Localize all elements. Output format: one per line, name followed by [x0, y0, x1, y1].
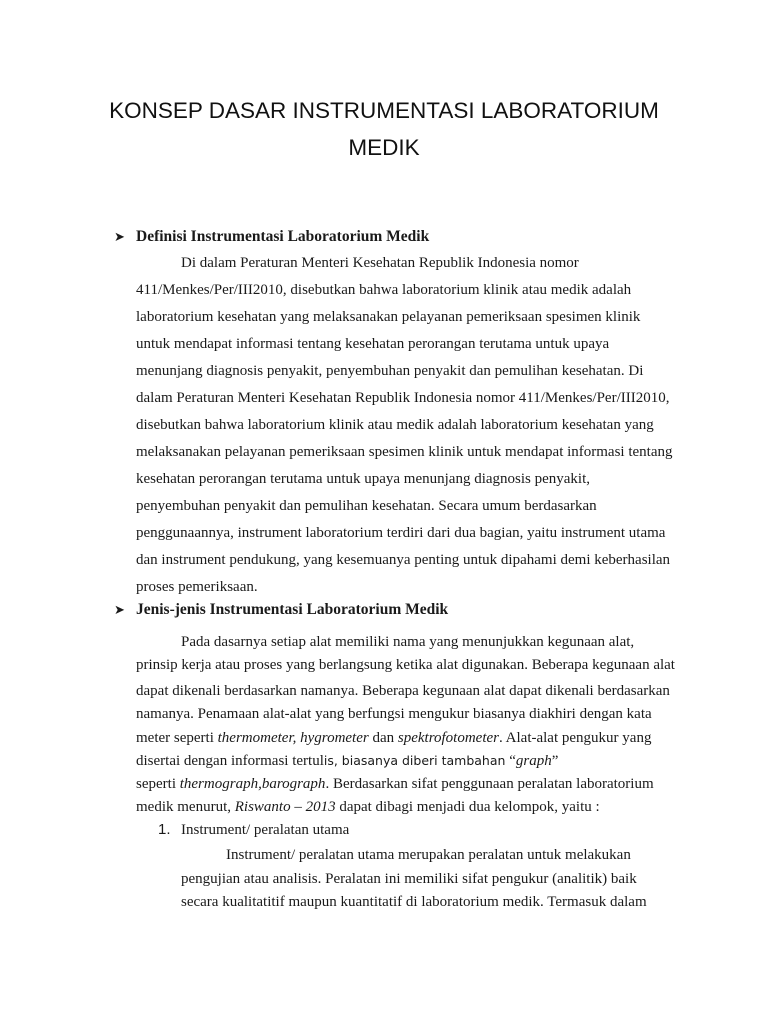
paragraph-line: Di dalam Peraturan Menteri Kesehatan Republik Indonesia nomor [181, 255, 579, 271]
section-heading-text: Jenis-jenis Instrumentasi Laboratorium Medik [136, 601, 449, 618]
page-title [60, 92, 708, 166]
paragraph-line: secara kualitatitif maupun kuantitatif di laboratorium medik. Termasuk dalam [181, 894, 647, 910]
paragraph-line: seperti thermograph,barograph. Berdasarkan sifat penggunaan peralatan laboratorium [136, 776, 654, 792]
paragraph-line: disertai dengan informasi tertulis, biasanya diberi tambahan “graph” [136, 753, 559, 769]
arrow-bullet-icon: ➤ [114, 602, 125, 617]
paragraph-line: Instrument/ peralatan utama merupakan peralatan untuk melakukan [226, 847, 631, 863]
paragraph-line: kesehatan perorangan terutama untuk upaya menunjang diagnosis penyakit, [136, 471, 591, 487]
paragraph-line: laboratorium kesehatan yang melaksanakan pelayanan pemeriksaan spesimen klinik [136, 309, 641, 325]
section-heading-jenis [114, 601, 448, 619]
arrow-bullet-icon: ➤ [114, 229, 125, 244]
paragraph-line: Pada dasarnya setiap alat memiliki nama yang menunjukkan kegunaan alat, [181, 634, 635, 650]
paragraph-line: untuk mendapat informasi tentang kesehatan perorangan terutama untuk upaya [136, 336, 610, 352]
paragraph-line: penggunaannya, instrument laboratorium terdiri dari dua bagian, yaitu instrument utama [136, 525, 666, 541]
paragraph-line: dan instrument pendukung, yang kesemuanya penting untuk dipahami demi keberhasilan [136, 552, 671, 568]
list-item-label: Instrument/ peralatan utama [181, 822, 350, 838]
paragraph-line: dalam Peraturan Menteri Kesehatan Republik Indonesia nomor 411/Menkes/Per/III2010, [136, 390, 670, 406]
title-line-2: MEDIK [348, 135, 420, 160]
paragraph-line: namanya. Penamaan alat-alat yang berfungsi mengukur biasanya diakhiri dengan kata [136, 706, 652, 722]
paragraph-line: prinsip kerja atau proses yang berlangsung ketika alat digunakan. Beberapa kegunaan alat [136, 657, 675, 673]
paragraph-line: medik menurut, Riswanto – 2013 dapat dibagi menjadi dua kelompok, yaitu : [136, 799, 600, 815]
paragraph-line: menunjang diagnosis penyakit, penyembuhan penyakit dan pemulihan kesehatan. Di [136, 363, 644, 379]
list-item [158, 821, 349, 839]
paragraph-line: melaksanakan pelayanan pemeriksaan spesimen klinik untuk mendapat informasi tentang [136, 444, 673, 460]
paragraph-line: pengujian atau analisis. Peralatan ini memiliki sifat pengukur (analitik) baik [181, 871, 637, 887]
paragraph-line: proses pemeriksaan. [136, 579, 258, 595]
paragraph-line: dapat dikenali berdasarkan namanya. Beberapa kegunaan alat dapat dikenali berdasarkan [136, 683, 670, 699]
paragraph-line: meter seperti thermometer, hygrometer dan spektrofotometer. Alat-alat pengukur yang [136, 730, 652, 746]
paragraph-line: 411/Menkes/Per/III2010, disebutkan bahwa laboratorium klinik atau medik adalah [136, 282, 632, 298]
section-heading-definisi [114, 228, 429, 246]
section-heading-text: Definisi Instrumentasi Laboratorium Medik [136, 228, 430, 245]
paragraph-line: disebutkan bahwa laboratorium klinik atau medik adalah laboratorium kesehatan yang [136, 417, 654, 433]
title-line-1: KONSEP DASAR INSTRUMENTASI LABORATORIUM [109, 98, 659, 123]
paragraph-line: penyembuhan penyakit dan pemulihan kesehatan. Secara umum berdasarkan [136, 498, 597, 514]
list-number: 1. [158, 821, 171, 838]
